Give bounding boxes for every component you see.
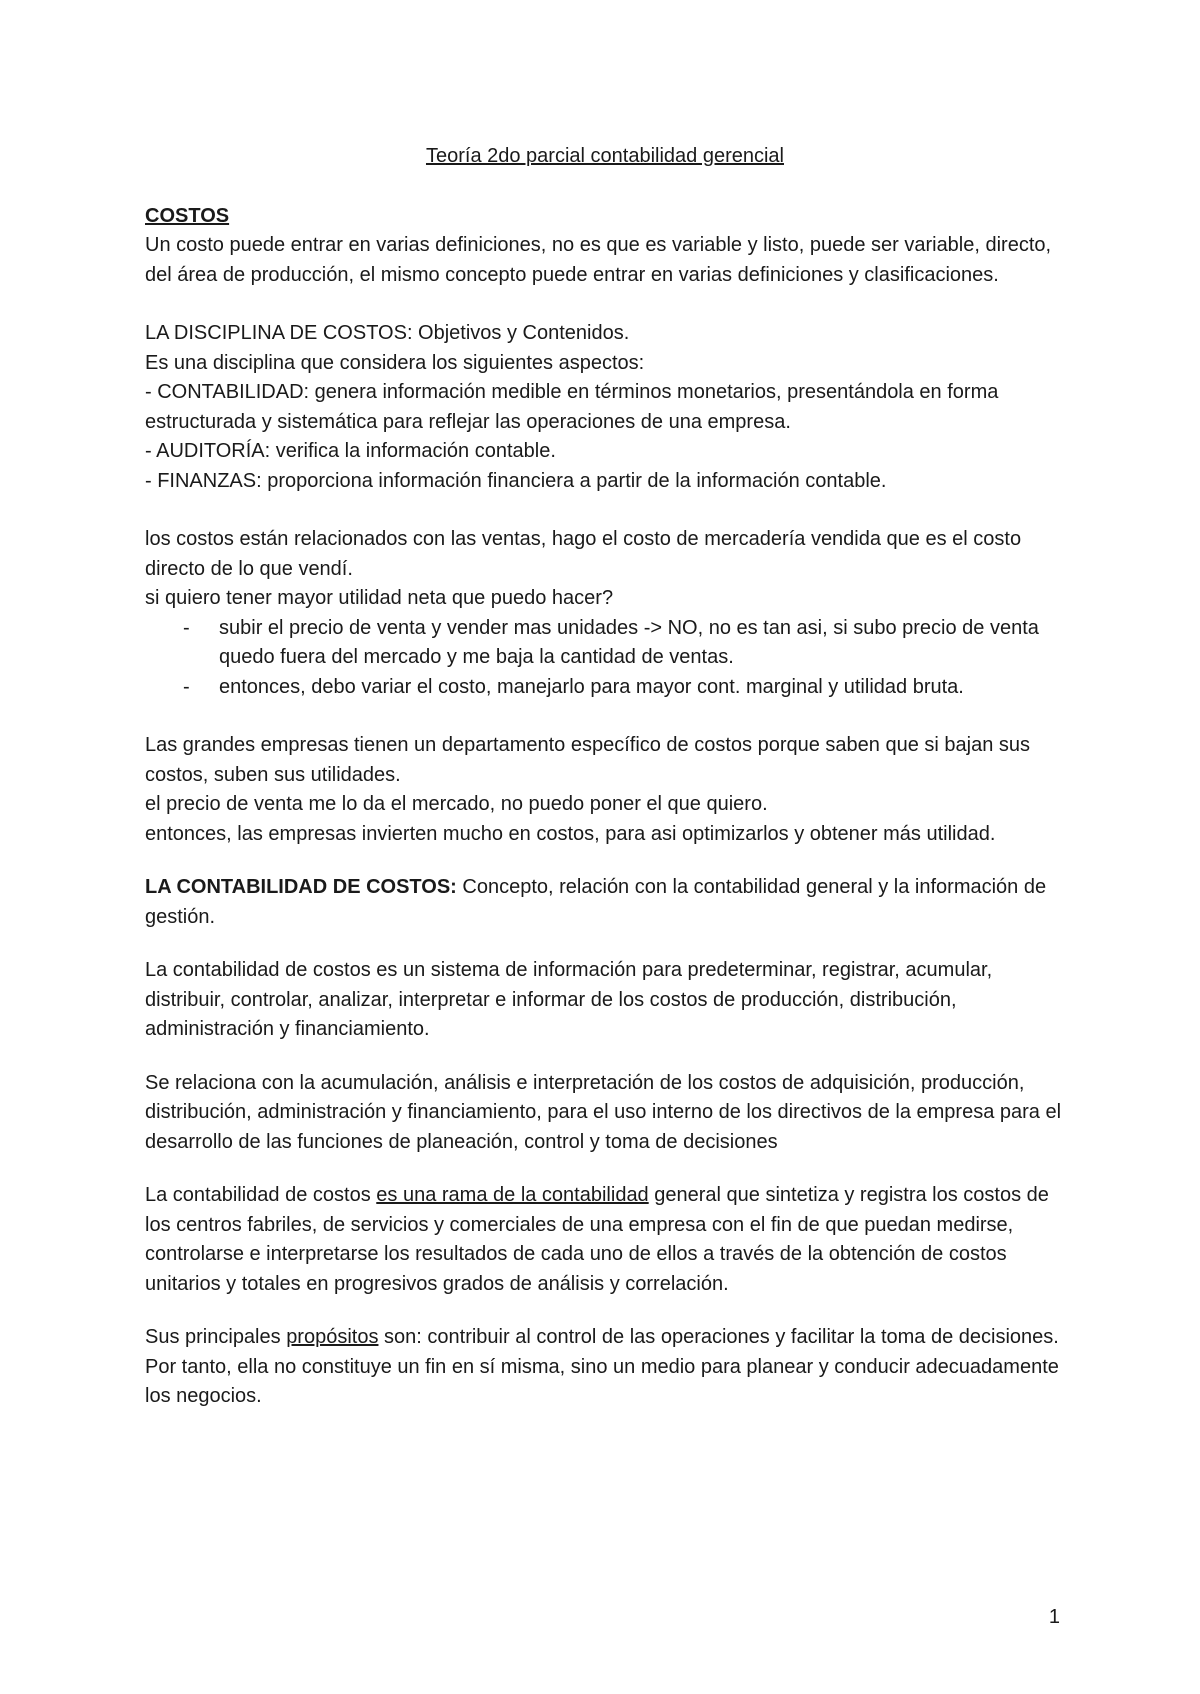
page-number: 1 (1048, 1606, 1060, 1628)
contabilidad-costos-heading (145, 873, 1065, 932)
contabilidad-costos-rest: Concepto, relación con la contabilidad general y la información de gestión. (145, 876, 1047, 928)
document-body (145, 142, 1065, 1412)
text-run: La contabilidad de costos (145, 1184, 377, 1206)
text-run: son: contribuir al control de las operaciones y facilitar la toma de decisiones. Por tanto, ella no constituye un fin en sí misma, sino un medio para planear y conducir adecuadamente los negocios. (145, 1326, 1059, 1407)
list-item-text: subir el precio de venta y vender mas unidades -> NO, no es tan asi, si subo precio de venta quedo fuera del mercado y me baja la cantidad de ventas. (219, 616, 1039, 668)
underlined-text: propósitos (286, 1326, 379, 1348)
disciplina-heading: LA DISCIPLINA DE COSTOS: Objetivos y Contenidos. (145, 322, 630, 344)
list-item-text: entonces, debo variar el costo, manejarlo para mayor cont. marginal y utilidad bruta. (219, 675, 964, 698)
paragraph-costos-ventas: los costos están relacionados con las ventas, hago el costo de mercadería vendida que es el costo directo de lo que vendí. (145, 528, 1022, 580)
text-run: Sus principales (145, 1326, 287, 1348)
paragraph-precio-mercado: el precio de venta me lo da el mercado, no puedo poner el que quiero. (145, 793, 768, 815)
paragraph-grandes-empresas: Las grandes empresas tienen un departamento específico de costos porque saben que si bajan sus costos, suben sus utilidades. (145, 734, 1031, 786)
disciplina-intro: Es una disciplina que considera los siguientes aspectos: (145, 351, 645, 374)
paragraph-rama-contabilidad (145, 1181, 1065, 1299)
paragraph-pregunta-utilidad: si quiero tener mayor utilidad neta que puedo hacer? (145, 587, 614, 609)
costos-heading: COSTOS (145, 204, 230, 227)
dash-list (145, 614, 1065, 703)
paragraph-sistema-informacion: La contabilidad de costos es un sistema de información para predeterminar, registrar, acumular, distribuir, controlar, analizar, interpretar e informar de los costos de producción, distribución, administración y financiamiento. (145, 959, 993, 1040)
aspect-contabilidad: - CONTABILIDAD: genera información medible en términos monetarios, presentándola en forma estructurada y sistemática para reflejar las operaciones de una empresa. (145, 381, 999, 433)
paragraph-se-relaciona: Se relaciona con la acumulación, análisis e interpretación de los costos de adquisición, producción, distribución, administración y financiamiento, para el uso interno de los directivos de la empresa para el desarrollo de las funciones de planeación, control y toma de decisiones (145, 1071, 1062, 1153)
paragraph-invierten-costos: entonces, las empresas invierten mucho en costos, para asi optimizarlos y obtener más utilidad. (145, 822, 996, 845)
aspect-auditoria: - AUDITORÍA: verifica la información contable. (145, 440, 556, 462)
paragraph-costo-definiciones: Un costo puede entrar en varias definiciones, no es que es variable y listo, puede ser variable, directo, del área de producción, el mismo concepto puede entrar en varias definiciones y clasificaciones. (145, 234, 1052, 286)
list-item (183, 614, 1065, 673)
text-run: general que sintetiza y registra los costos de los centros fabriles, de servicios y comerciales de una empresa con el fin de que puedan medirse, controlarse e interpretarse los resultados de cada uno de ellos a través de la obtención de costos unitarios y totales en progresivos grados de análisis y correlación. (145, 1184, 1049, 1295)
aspect-finanzas: - FINANZAS: proporciona información financiera a partir de la información contable. (145, 469, 887, 492)
contabilidad-costos-label: LA CONTABILIDAD DE COSTOS: (145, 876, 457, 898)
dash-bullet: - (183, 675, 190, 698)
dash-bullet: - (183, 616, 190, 639)
paragraph-propositos (145, 1323, 1065, 1412)
underlined-text: es una rama de la contabilidad (376, 1184, 649, 1206)
list-item (183, 673, 1065, 703)
document-title: Teoría 2do parcial contabilidad gerencial (425, 145, 784, 167)
